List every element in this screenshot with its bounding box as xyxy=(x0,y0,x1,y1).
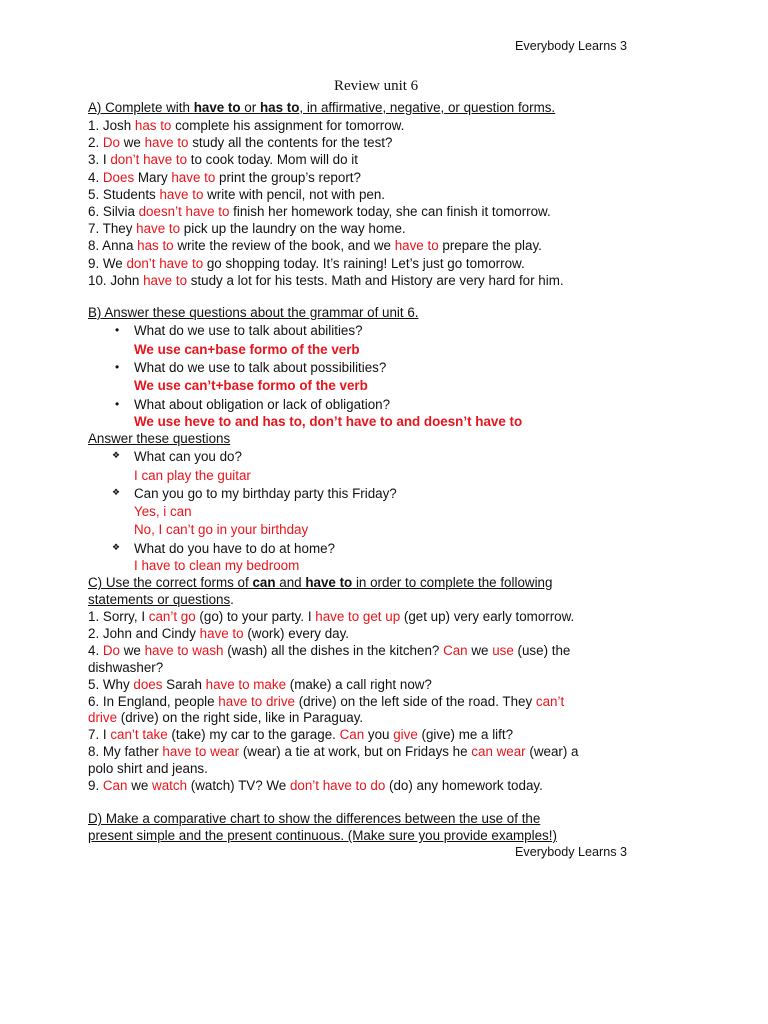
prompt-text: (take) my car to the garage. xyxy=(167,727,340,743)
prompt-text: study a lot for his tests. Math and History are very hard for him. xyxy=(187,272,564,288)
prompt-text: we xyxy=(467,642,493,658)
prompt-text: 9. We xyxy=(88,255,127,271)
prompt-text: (work) every day. xyxy=(243,625,350,641)
exercise-c-line xyxy=(88,760,208,777)
section-d-line-1: D) Make a comparative chart to show the differences between the use of the xyxy=(88,811,541,826)
prompt-text: write the review of the book, and we xyxy=(173,238,395,254)
grammar-answer-1: We use can+base formo of the verb xyxy=(134,342,360,357)
prompt-text: (wash) all the dishes in the kitchen? xyxy=(223,642,444,658)
grammar-question-2: What do we use to talk about possibilities? xyxy=(134,360,387,375)
answer-text: have to drive xyxy=(218,693,295,709)
answer-text: doesn’t have to xyxy=(138,204,230,219)
answer-text: has to xyxy=(137,238,174,254)
prompt-text: 1. Sorry, I xyxy=(88,609,149,624)
personal-answer-3: I have to clean my bedroom xyxy=(134,558,300,573)
prompt-text: 1. Josh xyxy=(88,118,135,133)
exercise-c-line xyxy=(88,743,578,760)
prompt-text: (wear) a tie at work, but on Fridays he xyxy=(239,744,472,760)
bullet-icon: • xyxy=(115,360,120,374)
answer-text: give xyxy=(393,727,418,743)
exercise-c-line xyxy=(88,642,570,659)
bullet-icon: • xyxy=(115,323,120,337)
diamond-bullet-icon: ❖ xyxy=(112,542,121,552)
personal-question-2: Can you go to my birthday party this Friday? xyxy=(134,486,397,501)
page-title: Review unit 6 xyxy=(334,78,419,94)
bullet-icon: • xyxy=(115,397,120,411)
exercise-c-line xyxy=(88,777,543,794)
answer-text: can’t xyxy=(535,693,565,709)
diamond-bullet-icon: ❖ xyxy=(112,450,121,460)
answer-text: Do xyxy=(102,642,121,658)
prompt-text: 8. Anna xyxy=(88,238,138,254)
personal-answer-2b: No, I can’t go in your birthday xyxy=(134,522,309,537)
personal-answer-1: I can play the guitar xyxy=(134,468,251,483)
prompt-text: pick up the laundry on the way home. xyxy=(180,221,406,237)
answer-text: have to xyxy=(394,238,439,254)
prompt-text: 6. Silvia xyxy=(88,204,139,219)
answer-text: has to xyxy=(134,118,172,133)
exercise-c-line xyxy=(88,608,574,625)
grammar-question-3: What about obligation or lack of obligation? xyxy=(134,397,391,412)
exercise-c-line xyxy=(88,709,363,726)
prompt-text: study all the contents for the test? xyxy=(188,135,393,151)
section-b-heading: B) Answer these questions about the grammar of unit 6. xyxy=(88,305,419,320)
section-a-heading: A) Complete with have to or has to, in affirmative, negative, or question forms. xyxy=(88,100,556,115)
answer-text: can’t take xyxy=(110,727,168,743)
prompt-text: finish her homework today, she can finish it tomorrow. xyxy=(229,204,551,219)
prompt-text: (make) a call right now? xyxy=(286,676,432,692)
grammar-answer-3: We use heve to and has to, don’t have to and doesn’t have to xyxy=(134,414,523,429)
personal-question-1: What can you do? xyxy=(134,449,242,464)
exercise-a-item xyxy=(88,272,564,289)
prompt-text: prepare the play. xyxy=(438,238,542,254)
section-c-heading: C) Use the correct forms of can and have to in order to complete the following xyxy=(88,575,553,590)
section-c-heading-line2: statements or questions. xyxy=(88,592,234,607)
answer-text: have to xyxy=(136,221,181,237)
exercise-c-line xyxy=(88,676,432,693)
answer-text: have to xyxy=(144,135,189,151)
grammar-question-1: What do we use to talk about abilities? xyxy=(134,323,363,338)
prompt-text: 4. xyxy=(88,642,103,658)
exercise-a-item xyxy=(88,151,358,168)
prompt-text: 5. Why xyxy=(88,676,134,692)
prompt-text: polo shirt and jeans. xyxy=(88,761,208,777)
prompt-text: (get up) very early tomorrow. xyxy=(400,609,575,624)
header-top: Everybody Learns 3 xyxy=(515,39,628,53)
prompt-text: 5. Students xyxy=(88,186,160,202)
prompt-text: dishwasher? xyxy=(88,659,164,675)
exercise-c-line xyxy=(88,726,513,743)
prompt-text: write with pencil, not with pen. xyxy=(203,186,386,202)
exercise-a-item xyxy=(88,117,404,134)
answer-text: have to make xyxy=(205,676,287,692)
answer-text: have to wash xyxy=(144,642,224,658)
exercise-a-item xyxy=(88,203,551,220)
answer-text: don’t have to xyxy=(126,255,204,271)
prompt-text: we xyxy=(120,135,145,151)
answer-text: Does xyxy=(102,169,135,185)
answer-text: have to get up xyxy=(315,609,401,624)
prompt-text: to cook today. Mom will do it xyxy=(187,152,358,168)
prompt-text: print the group’s report? xyxy=(215,169,361,185)
prompt-text: 2. xyxy=(88,135,103,151)
section-d-line-2: present simple and the present continuous. (Make sure you provide examples!) xyxy=(88,828,557,843)
prompt-text: 8. My father xyxy=(88,744,163,760)
prompt-text: (drive) on the right side, like in Paraguay. xyxy=(117,710,364,726)
answer-text: have to xyxy=(171,169,216,185)
personal-answer-2a: Yes, i can xyxy=(134,504,192,519)
prompt-text: 7. They xyxy=(88,221,137,237)
exercise-a-item xyxy=(88,186,385,203)
personal-question-3: What do you have to do at home? xyxy=(134,541,335,556)
exercise-a-item xyxy=(88,169,361,186)
answer-text: use xyxy=(492,642,514,658)
exercise-a-item xyxy=(88,237,542,254)
prompt-text: 4. xyxy=(88,169,103,185)
answer-text: can wear xyxy=(471,744,526,760)
answer-text: watch xyxy=(152,778,188,793)
answer-text: does xyxy=(133,676,163,692)
exercise-a-item xyxy=(88,255,525,272)
grammar-answer-2: We use can’t+base formo of the verb xyxy=(134,378,368,393)
prompt-text: Sarah xyxy=(162,676,206,692)
answer-text: have to xyxy=(143,272,188,288)
answer-text: don’t have to do xyxy=(289,778,386,793)
answer-questions-heading: Answer these questions xyxy=(88,431,231,446)
exercise-a-item xyxy=(88,220,406,237)
prompt-text: we xyxy=(120,642,145,658)
answer-text: Can xyxy=(339,727,365,743)
answer-text: Can xyxy=(102,778,128,793)
exercise-c-line xyxy=(88,659,163,676)
prompt-text: you xyxy=(364,727,394,743)
exercise-c-line xyxy=(88,693,564,710)
prompt-text: go shopping today. It’s raining! Let’s just go tomorrow. xyxy=(203,255,525,271)
answer-text: drive xyxy=(88,710,118,726)
footer-text: Everybody Learns 3 xyxy=(515,845,628,859)
prompt-text: (wear) a xyxy=(525,744,579,760)
diamond-bullet-icon: ❖ xyxy=(112,487,121,497)
answer-text: have to xyxy=(159,186,204,202)
prompt-text: 7. I xyxy=(88,727,111,743)
prompt-text: Mary xyxy=(134,169,172,185)
prompt-text: (do) any homework today. xyxy=(385,778,543,793)
answer-text: Do xyxy=(102,135,121,151)
prompt-text: 9. xyxy=(88,778,103,793)
prompt-text: (watch) TV? We xyxy=(187,778,290,793)
answer-text: Can xyxy=(443,642,468,658)
prompt-text: 2. John and Cindy xyxy=(88,625,200,641)
prompt-text: (use) the xyxy=(513,642,571,658)
answer-text: can’t go xyxy=(148,609,196,624)
prompt-text: (drive) on the left side of the road. They xyxy=(294,693,536,709)
prompt-text: 10. John xyxy=(88,272,144,288)
answer-text: have to wear xyxy=(162,744,240,760)
exercise-a-item xyxy=(88,134,392,151)
prompt-text: (give) me a lift? xyxy=(417,727,514,743)
prompt-text: we xyxy=(127,778,153,793)
prompt-text: 6. In England, people xyxy=(88,693,219,709)
prompt-text: 3. I xyxy=(88,152,111,168)
prompt-text: complete his assignment for tomorrow. xyxy=(171,118,405,133)
answer-text: have to xyxy=(199,625,244,641)
answer-text: don’t have to xyxy=(110,152,188,168)
prompt-text: (go) to your party. I xyxy=(195,609,316,624)
exercise-c-line xyxy=(88,625,349,642)
